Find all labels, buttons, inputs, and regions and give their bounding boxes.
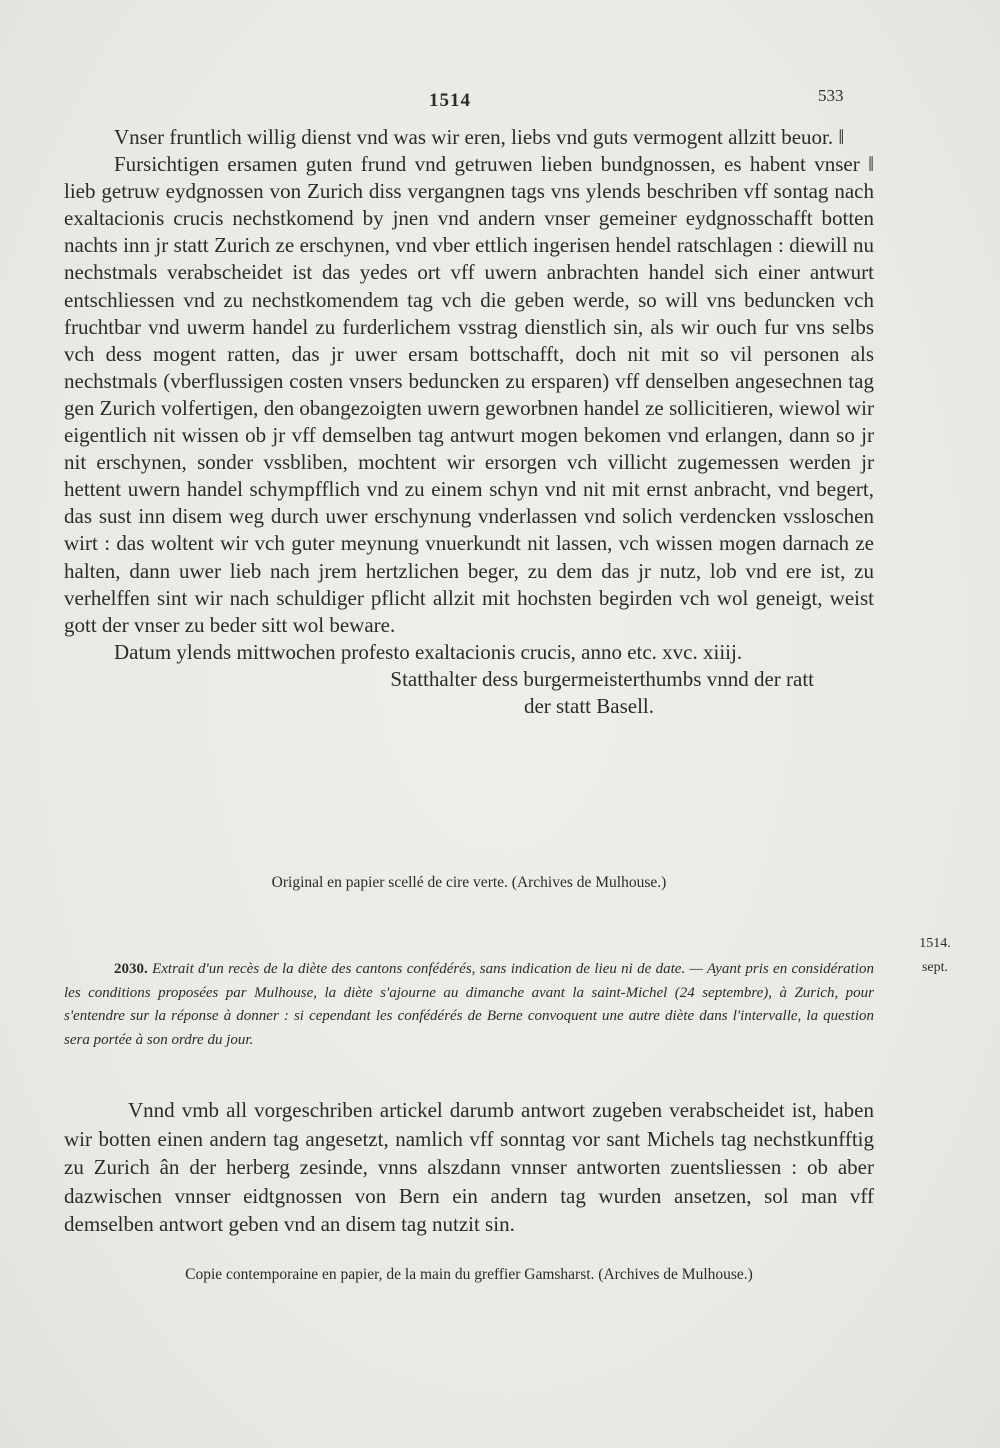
regest-number: 2030.	[114, 961, 148, 977]
regest-text: Extrait d'un recès de la diète des cantons confédérés, sans indication de lieu ni de date. — Ayant pris en considération les conditions proposées par Mulhouse, la diète s'ajourne au dimanche avant la saint-Michel (24 septembre), à Zurich, pour s'entendre sur la réponse à donner : si cependant les confédérés de Berne convoquent une autre diète dans l'intervalle, la question sera portée à son ordre du jour.	[64, 961, 875, 1048]
recess-paragraph: Vnnd vmb all vorgeschriben artickel darumb antwort zugeben verabscheidet ist, haben wir botten einen andern tag angesetzt, namlich vff sonntag vor sant Michels tag nechstkunfftig zu Zurich ân der herberg zesinde, vnns alszdann vnnser antworten zuentsliessen : ob aber dazwischen vnnser eidtgnossen von Bern ein andern tag wurden ansetzen, sol man vff demselben antwort geben vnd an disem tag nutzit sin.	[64, 1098, 874, 1236]
letter-text	[64, 124, 874, 720]
regest-summary	[64, 958, 874, 1052]
letter-dating: Datum ylends mittwochen profesto exaltacionis crucis, anno etc. xvc. xiiij.	[114, 639, 743, 664]
source-note-original: Original en papier scellé de cire verte. (Archives de Mulhouse.)	[271, 874, 667, 891]
margin-date	[900, 932, 970, 980]
letter-greeting: Vnser fruntlich willig dienst vnd was wir eren, liebs vnd guts vermogent allzitt beuor. ‖	[114, 125, 845, 149]
letter-body: Fursichtigen ersamen guten frund vnd getruwen lieben bundgnossen, es habent vnser ‖ lieb getruw eydgnossen von Zurich diss vergangnen tags vns ylends beschriben vff sontag nach exaltacionis crucis nechstkomend by jnen vnd andern vnser gemeiner eydgnosschafft botten nachts inn jr statt Zurich ze erschynen, vnd vber ettlich ingerisen hendel ratschlagen : diewill nu nechstmals verabscheidet ist das yedes ort vff uwern anbrachten handel sich einer antwurt entschliessen vnd zu nechstkomendem tag vch die geben werde, so will vns beduncken vch fruchtbar vnd uwerm handel zu furderlichem vsstrag dienstlich sin, als wir ouch fur vns selbs vch dess mogent ratten, das jr uwer ersam bottschafft, doch nit mit so vil personen als nechstmals (vberflussigen costen vnsers beduncken zu ersparen) vff denselben angesechnen tag gen Zurich volfertigen, den obangezoigten uwern geworbnen handel ze sollicitieren, wiewol wir eigentlich nit wissen ob jr vff demselben tag antwurt mogen bekomen vnd erlangen, dann so jr nit erschynen, sonder vssbliben, mochtent wir ersorgen vch villicht zugemessen werden jr hettent uwern handel schympfflich vnd zu einem schyn vnd nit mit ernst anbracht, vnd begert, das sust inn disem weg durch uwer erschynung vnderlassen vnd solich verdencken vssloschen wirt : das woltent wir vch guter meynung vnuerkundt nit lassen, vch wissen mogen darnach ze halten, dann uwer lieb nach jrem hertzlichen beger, zu dem das jr nutz, lob vnd ere ist, zu verhelffen sint wir nach schuldiger pflicht allzit mit hochsten begirden vch wol geneigt, weist gott der vnser zu beder sitt wol beware.	[64, 152, 874, 637]
margin-date-month: sept.	[921, 960, 949, 975]
letter-signature-line-2: der statt Basell.	[523, 693, 654, 718]
margin-date-year: 1514.	[919, 936, 951, 951]
source-note-copy: Copie contemporaine en papier, de la main du greffier Gamsharst. (Archives de Mulhouse.)	[185, 1266, 753, 1283]
running-head-year: 1514	[429, 90, 471, 111]
letter-signature-line-1: Statthalter dess burgermeisterthumbs vnnd der ratt	[390, 666, 814, 691]
regest-paragraph	[64, 958, 874, 1052]
recess-text	[64, 1096, 874, 1239]
page-number: 533	[818, 86, 844, 105]
